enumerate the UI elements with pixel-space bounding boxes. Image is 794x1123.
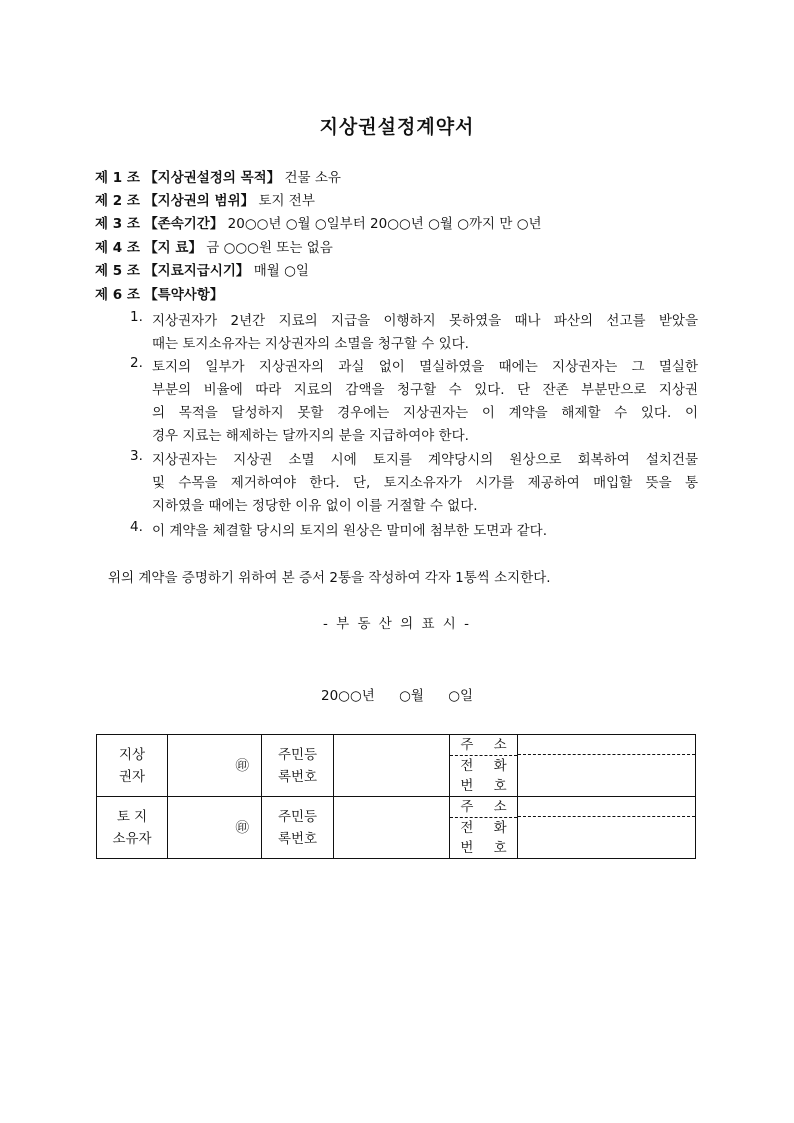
signature-table <box>96 734 696 859</box>
item-line: 및 수목을 제거하여야 한다. 단, 토지소유자가 시가를 제공하여 매입할 뜻을 통 <box>152 475 698 491</box>
article-label: 제 3 조 <box>95 216 140 232</box>
address-phone-label-cell <box>450 735 518 797</box>
name-seal-field[interactable] <box>168 735 262 797</box>
date-year: 20○○년 <box>320 688 375 704</box>
seal-mark: ㊞ <box>235 757 249 774</box>
phone-label: 번 호 <box>460 840 515 856</box>
seal-mark: ㊞ <box>235 819 249 836</box>
article-heading: 【존속기간】 <box>144 216 224 232</box>
article-body: 매월 ○일 <box>253 263 309 279</box>
article-heading: 【지 료】 <box>144 240 202 256</box>
item-line: 의 목적을 달성하지 못할 경우에는 지상권자는 이 계약을 해제할 수 있다. 이 <box>152 405 698 421</box>
closing-statement: 위의 계약을 증명하기 위하여 본 증서 2통을 작성하여 각자 1통씩 소지한다. <box>108 570 551 586</box>
id-label: 록번호 <box>277 830 318 847</box>
article-label: 제 6 조 <box>95 287 140 303</box>
role-label: 지상 <box>118 746 146 763</box>
item-number: 2. <box>130 355 143 371</box>
date-day: ○일 <box>448 688 474 704</box>
address-phone-field[interactable] <box>518 797 696 859</box>
dashed-divider <box>518 816 695 817</box>
article-label: 제 1 조 <box>95 170 140 186</box>
item-line: 경우 지료는 해제하는 달까지의 분을 지급하여야 한다. <box>152 428 469 444</box>
role-cell <box>97 735 168 797</box>
article-3 <box>95 212 542 232</box>
property-header: - 부 동 산 의 표 시 - <box>322 616 472 632</box>
article-5 <box>95 259 309 279</box>
item-number: 1. <box>130 309 143 325</box>
article-body: 금 ○○○원 또는 없음 <box>206 240 333 256</box>
article-heading: 【특약사항】 <box>144 287 224 303</box>
item-line: 때는 토지소유자는 지상권자의 소멸을 청구할 수 있다. <box>152 336 469 352</box>
article-6 <box>95 283 223 303</box>
item-line: 지하였을 때에는 정당한 이유 없이 이를 거절할 수 없다. <box>152 498 478 514</box>
id-label-cell <box>262 797 334 859</box>
article-heading: 【지료지급시기】 <box>144 263 250 279</box>
item-line: 이 계약을 체결할 당시의 토지의 원상은 말미에 첨부한 도면과 같다. <box>152 523 548 539</box>
article-label: 제 2 조 <box>95 193 140 209</box>
article-body: 건물 소유 <box>284 170 341 186</box>
item-number: 3. <box>130 448 143 464</box>
id-number-field[interactable] <box>334 735 450 797</box>
article-body: 토지 전부 <box>258 193 315 209</box>
article-4 <box>95 236 333 256</box>
address-label: 주 소 <box>450 797 517 818</box>
id-label: 주민등 <box>277 746 318 763</box>
item-line: 지상권자가 2년간 지료의 지급을 이행하지 못하였을 때나 파산의 선고를 받았을 <box>152 313 698 329</box>
dashed-divider <box>518 754 695 755</box>
table-row <box>97 735 696 797</box>
phone-label: 전 화 <box>460 758 515 774</box>
article-body: 20○○년 ○월 ○일부터 20○○년 ○월 ○까지 만 ○년 <box>227 216 542 232</box>
role-label: 소유자 <box>112 830 152 847</box>
id-label: 주민등 <box>277 808 318 825</box>
item-line: 토지의 일부가 지상권자의 과실 없이 멸실하였을 때에는 지상권자는 그 멸실한 <box>152 359 698 375</box>
name-seal-field[interactable] <box>168 797 262 859</box>
role-label: 토 지 <box>116 808 148 825</box>
phone-label: 번 호 <box>460 778 515 794</box>
date-month: ○월 <box>399 688 424 704</box>
address-phone-field[interactable] <box>518 735 696 797</box>
id-label-cell <box>262 735 334 797</box>
phone-label: 전 화 <box>460 820 515 836</box>
document-title: 지상권설정계약서 <box>319 116 475 138</box>
article-2 <box>95 189 315 209</box>
table-row <box>97 797 696 859</box>
article-heading: 【지상권설정의 목적】 <box>144 170 281 186</box>
article-1 <box>95 166 341 186</box>
id-number-field[interactable] <box>334 797 450 859</box>
item-number: 4. <box>130 519 143 535</box>
contract-date <box>0 684 794 704</box>
item-line: 지상권자는 지상권 소멸 시에 토지를 계약당시의 원상으로 회복하여 설치건물 <box>152 452 698 468</box>
article-label: 제 4 조 <box>95 240 140 256</box>
address-phone-label-cell <box>450 797 518 859</box>
item-line: 부분의 비율에 따라 지료의 감액을 청구할 수 있다. 단 잔존 부분만으로 지상권 <box>152 382 698 398</box>
role-label: 권자 <box>118 768 146 785</box>
role-cell <box>97 797 168 859</box>
address-label: 주 소 <box>450 735 517 756</box>
article-label: 제 5 조 <box>95 263 140 279</box>
id-label: 록번호 <box>277 768 318 785</box>
article-heading: 【지상권의 범위】 <box>144 193 255 209</box>
